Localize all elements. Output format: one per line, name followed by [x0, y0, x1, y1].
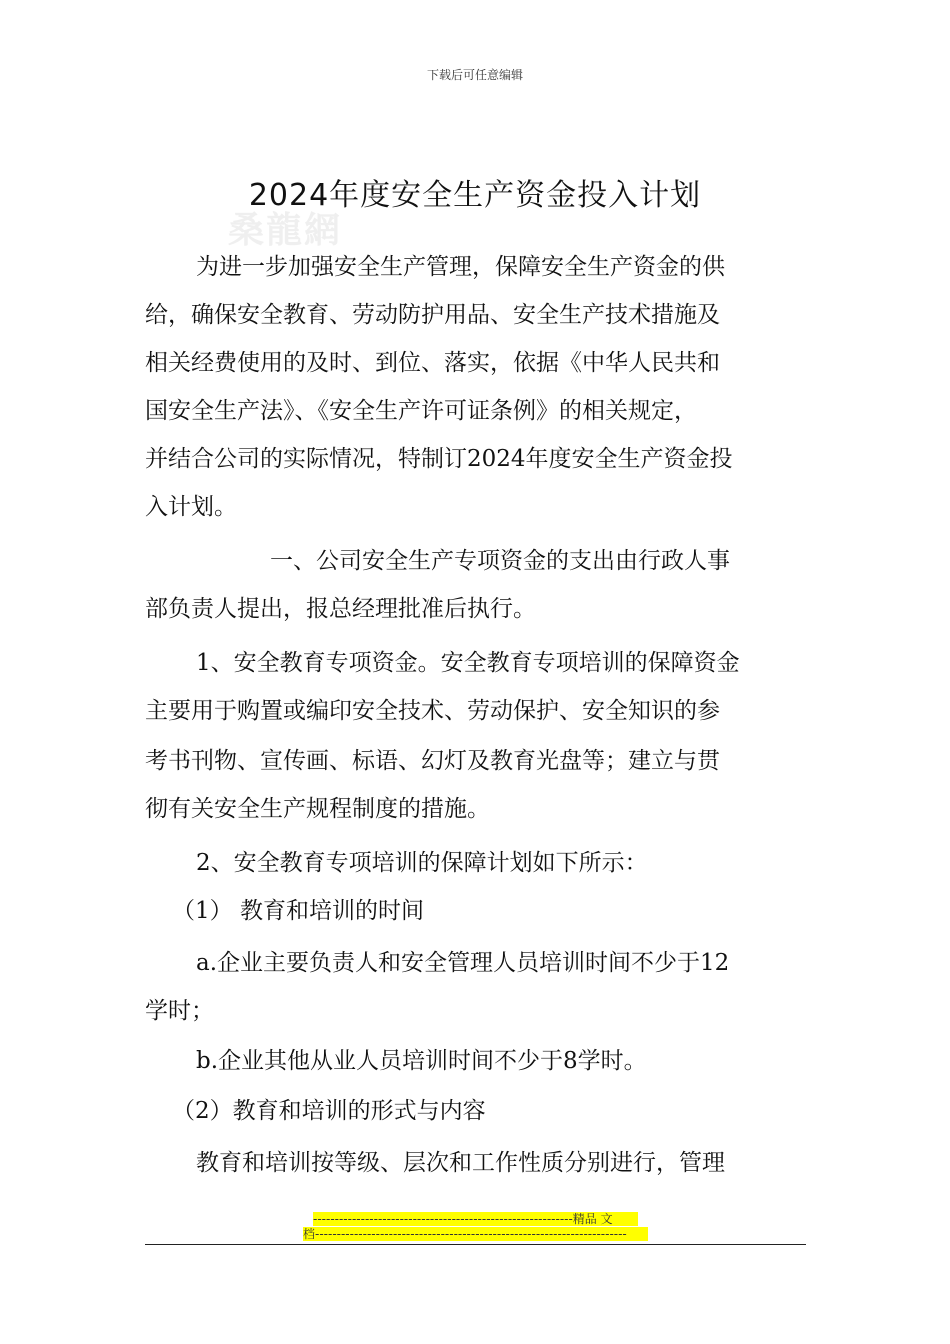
body-line: 2、安全教育专项培训的保障计划如下所示：	[196, 850, 648, 876]
body-line: 1、安全教育专项资金。安全教育专项培训的保障资金	[196, 650, 740, 676]
document-title: 2024年度安全生产资金投入计划	[248, 178, 702, 213]
watermark: 桑龍網	[228, 209, 343, 251]
page-header: 下载后可任意编辑	[426, 68, 523, 82]
body-line: 考书刊物、宣传画、标语、幻灯及教育光盘等；建立与贯	[145, 748, 720, 774]
body-line: b.企业其他从业人员培训时间不少于8学时。	[196, 1048, 647, 1074]
body-line: （1） 教育和培训的时间	[172, 898, 424, 924]
body-line: 部负责人提出，报总经理批准后执行。	[145, 596, 536, 622]
footer-rule	[145, 1244, 806, 1245]
body-line: 国安全生产法》、《安全生产许可证条例》的相关规定，	[145, 398, 697, 424]
body-line: 彻有关安全生产规程制度的措施。	[145, 796, 490, 822]
body-line: 给，确保安全教育、劳动防护用品、安全生产技术措施及	[145, 302, 720, 328]
footer-highlight-line-1: ------------------------------------------------------------精品 文	[313, 1212, 638, 1226]
body-line: a.企业主要负责人和安全管理人员培训时间不少于12	[196, 950, 730, 976]
body-line: 一、公司安全生产专项资金的支出由行政人事	[270, 548, 730, 574]
body-line: 相关经费使用的及时、到位、落实，依据《中华人民共和	[145, 350, 720, 376]
body-line: 教育和培训按等级、层次和工作性质分别进行，管理	[196, 1150, 725, 1176]
body-line: 并结合公司的实际情况，特制订2024年度安全生产资金投	[145, 446, 733, 472]
body-line: 主要用于购置或编印安全技术、劳动保护、安全知识的参	[145, 698, 720, 724]
body-line: （2）教育和培训的形式与内容	[172, 1098, 486, 1124]
footer-highlight-line-2: 档------------------------------------------------------------------------	[303, 1227, 648, 1241]
body-line: 学时；	[145, 998, 214, 1024]
body-line: 入计划。	[145, 494, 237, 520]
body-line: 为进一步加强安全生产管理，保障安全生产资金的供	[196, 254, 725, 280]
